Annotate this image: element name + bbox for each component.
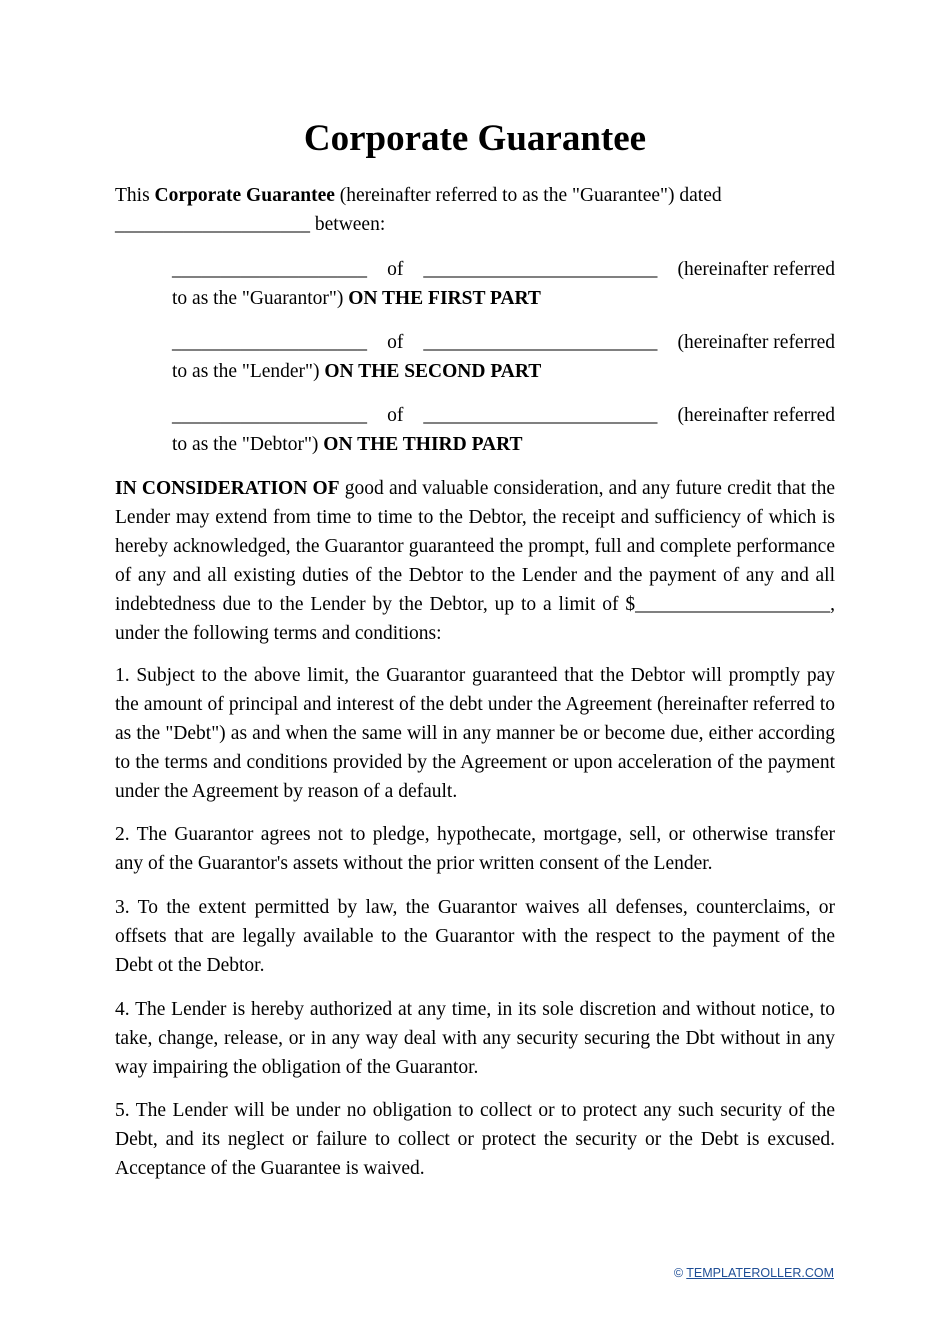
clause-4: 4. The Lender is hereby authorized at any time, in its sole discretion and without notice, to take, change, release, or in any way deal with any security securing the Dbt without in any way impairing the obligation of the Guarantor. — [115, 999, 835, 1078]
clause-2: 2. The Guarantor agrees not to pledge, hypothecate, mortgage, sell, or otherwise transfer any of the Guarantor's assets without the prior written consent of the Lender. — [115, 824, 835, 874]
guarantor-referred: (hereinafter referred — [677, 259, 835, 280]
intro-paragraph — [115, 181, 835, 239]
debtor-of: of — [387, 405, 404, 426]
intro-this: This — [115, 185, 150, 206]
party-lender — [172, 328, 835, 386]
debtor-part-label: ON THE THIRD PART — [323, 434, 523, 455]
guarantor-part-label: ON THE FIRST PART — [348, 288, 541, 309]
guarantor-of: of — [387, 259, 404, 280]
lender-referred: (hereinafter referred — [677, 332, 835, 353]
footer-credit — [674, 1266, 834, 1280]
guarantor-address-blank[interactable]: ________________________ — [423, 259, 658, 280]
intro-line2: ____________________ between: — [115, 214, 386, 235]
guarantor-name-blank[interactable]: ____________________ — [172, 259, 367, 280]
clause-5: 5. The Lender will be under no obligation to collect or to protect any such security of the Debt, and its neglect or failure to collect or protect the security or the Debt is excused. Acceptance of the Guarantee is waived. — [115, 1100, 835, 1179]
guarantor-as-text: to as the "Guarantor") — [172, 288, 344, 309]
debtor-as-text: to as the "Debtor") — [172, 434, 319, 455]
intro-rest: (hereinafter referred to as the "Guarantee") dated — [334, 185, 722, 206]
debtor-referred: (hereinafter referred — [677, 405, 835, 426]
intro-term: Corporate Guarantee — [154, 185, 335, 206]
lender-as-text: to as the "Lender") — [172, 361, 320, 382]
debtor-name-blank[interactable]: ____________________ — [172, 405, 367, 426]
party-debtor — [172, 401, 835, 459]
party-guarantor — [172, 255, 835, 313]
templateroller-link[interactable]: TEMPLATEROLLER.COM — [686, 1266, 834, 1280]
lender-part-label: ON THE SECOND PART — [324, 361, 542, 382]
lender-name-blank[interactable]: ____________________ — [172, 332, 367, 353]
consideration-lead: IN CONSIDERATION OF — [115, 478, 340, 499]
lender-address-blank[interactable]: ________________________ — [423, 332, 658, 353]
lender-of: of — [387, 332, 404, 353]
clause-3: 3. To the extent permitted by law, the Guarantor waives all defenses, counterclaims, or offsets that are legally available to the Guarantor with the respect to the payment of the Debt ot the Debtor. — [115, 897, 835, 976]
clause-1: 1. Subject to the above limit, the Guarantor guaranteed that the Debtor will promptly pay the amount of principal and interest of the debt under the Agreement (hereinafter referred to as the "Debt") as and when the same will in any manner be or become due, either according to the terms and conditions provided by the Agreement or upon acceleration of the payment under the Agreement by reason of a default. — [115, 665, 835, 802]
copyright-symbol: © — [673, 1266, 684, 1280]
consideration-paragraph — [115, 474, 835, 648]
consideration-text: good and valuable consideration, and any future credit that the Lender may extend from time to time to the Debtor, the receipt and sufficiency of which is hereby acknowledged, the Guarantor guaranteed the prompt, full and complete performance of any and all existing duties of the Debtor to the Lender and the payment of any and all indebtedness due to the Lender by the Debtor, up to a limit of $____________________, under the following terms and conditions: — [115, 478, 835, 644]
document-title: Corporate Guarantee — [303, 118, 647, 159]
debtor-address-blank[interactable]: ________________________ — [423, 405, 658, 426]
